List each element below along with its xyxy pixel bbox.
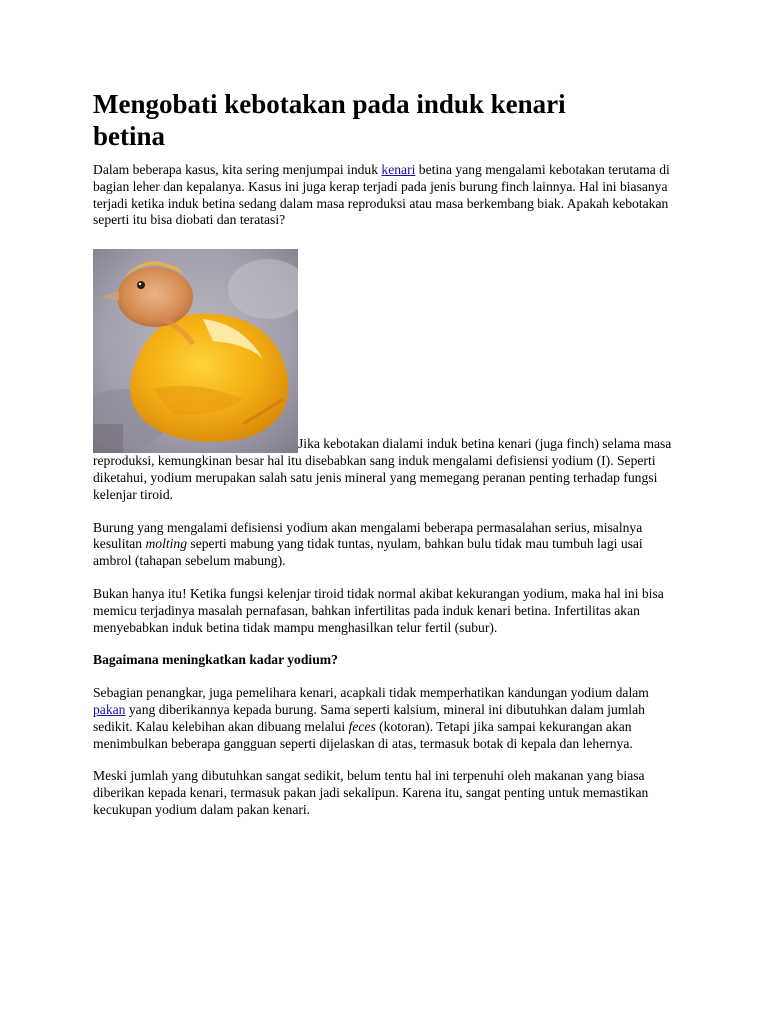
bald-canary-photo xyxy=(93,249,298,453)
paragraph-conclusion: Meski jumlah yang dibutuhkan sangat sedikit, belum tentu hal ini terpenuhi oleh makanan yang biasa diberikan kepada kenari, termasuk pakan jadi sekalipun. Karena itu, sangat penting untuk memastikan kecukupan yodium dalam pakan kenari. xyxy=(93,768,649,817)
paragraph-text: Sebagian penangkar, juga pemelihara kenari, acapkali tidak memperhatikan kandungan yodium dalam xyxy=(93,685,649,701)
paragraph-text: yang diberikannya kepada burung. Sama seperti kalsium, mineral ini dibutuhkan dalam jumlah sedikit. Kalau kelebihan akan dibuang melalui xyxy=(93,701,645,734)
paragraph-intro xyxy=(93,162,683,229)
paragraph-infertility: Bukan hanya itu! Ketika fungsi kelenjar tiroid tidak normal akibat kekurangan yodium, maka hal ini bisa memicu terjadinya masalah pernafasan, bahkan infertilitas pada induk kenari betina. Infertilitas akan menyebabkan induk betina tidak mampu menghasilkan telur fertil (subur). xyxy=(93,585,664,635)
paragraph-molting xyxy=(93,520,683,570)
paragraph-text: (kotoran). Tetapi jika sampai kekurangan akan menimbulkan beberapa gangguan seperti dijelaskan di atas, termasuk botak di kepala dan lehernya. xyxy=(93,718,633,751)
section-heading: Bagaimana meningkatkan kadar yodium? xyxy=(93,652,338,668)
paragraph-feed xyxy=(93,685,683,752)
page-title: Mengobati kebotakan pada induk kenari betina xyxy=(93,89,566,151)
paragraph-text: Burung yang mengalami defisiensi yodium akan mengalami beberapa permasalahan serius, misalnya kesulitan xyxy=(93,519,643,552)
kenari-link[interactable]: kenari xyxy=(381,162,416,177)
paragraph-iodine-deficiency xyxy=(93,245,683,503)
canary-image xyxy=(93,249,298,453)
paragraph-text: Jika kebotakan dialami induk betina kenari (juga finch) selama masa reproduksi, kemungkinan besar hal itu disebabkan sang induk mengalami defisiensi yodium (I). Seperti diketahui, yodium merupakan salah satu jenis mineral yang memegang peranan penting terhadap fungsi kelenjar tiroid. xyxy=(93,436,672,502)
paragraph-text: betina yang mengalami kebotakan terutama di bagian leher dan kepalanya. Kasus ini juga kerap terjadi pada jenis burung finch lainnya. Hal ini biasanya terjadi ketika induk betina sedang dalam masa reproduksi atau masa berkembang biak. Apakah kebotakan seperti itu bisa diobati dan teratasi? xyxy=(93,162,670,228)
paragraph-text: Dalam beberapa kasus, kita sering menjumpai induk xyxy=(93,162,382,177)
molting-term: molting xyxy=(145,536,188,552)
feces-term: feces xyxy=(348,718,376,734)
paragraph-text: seperti mabung yang tidak tuntas, nyulam, bahkan bulu tidak mau tumbuh lagi usai ambrol (tahapan sebelum mabung). xyxy=(93,536,643,569)
article xyxy=(93,88,683,835)
pakan-link[interactable]: pakan xyxy=(93,701,126,717)
